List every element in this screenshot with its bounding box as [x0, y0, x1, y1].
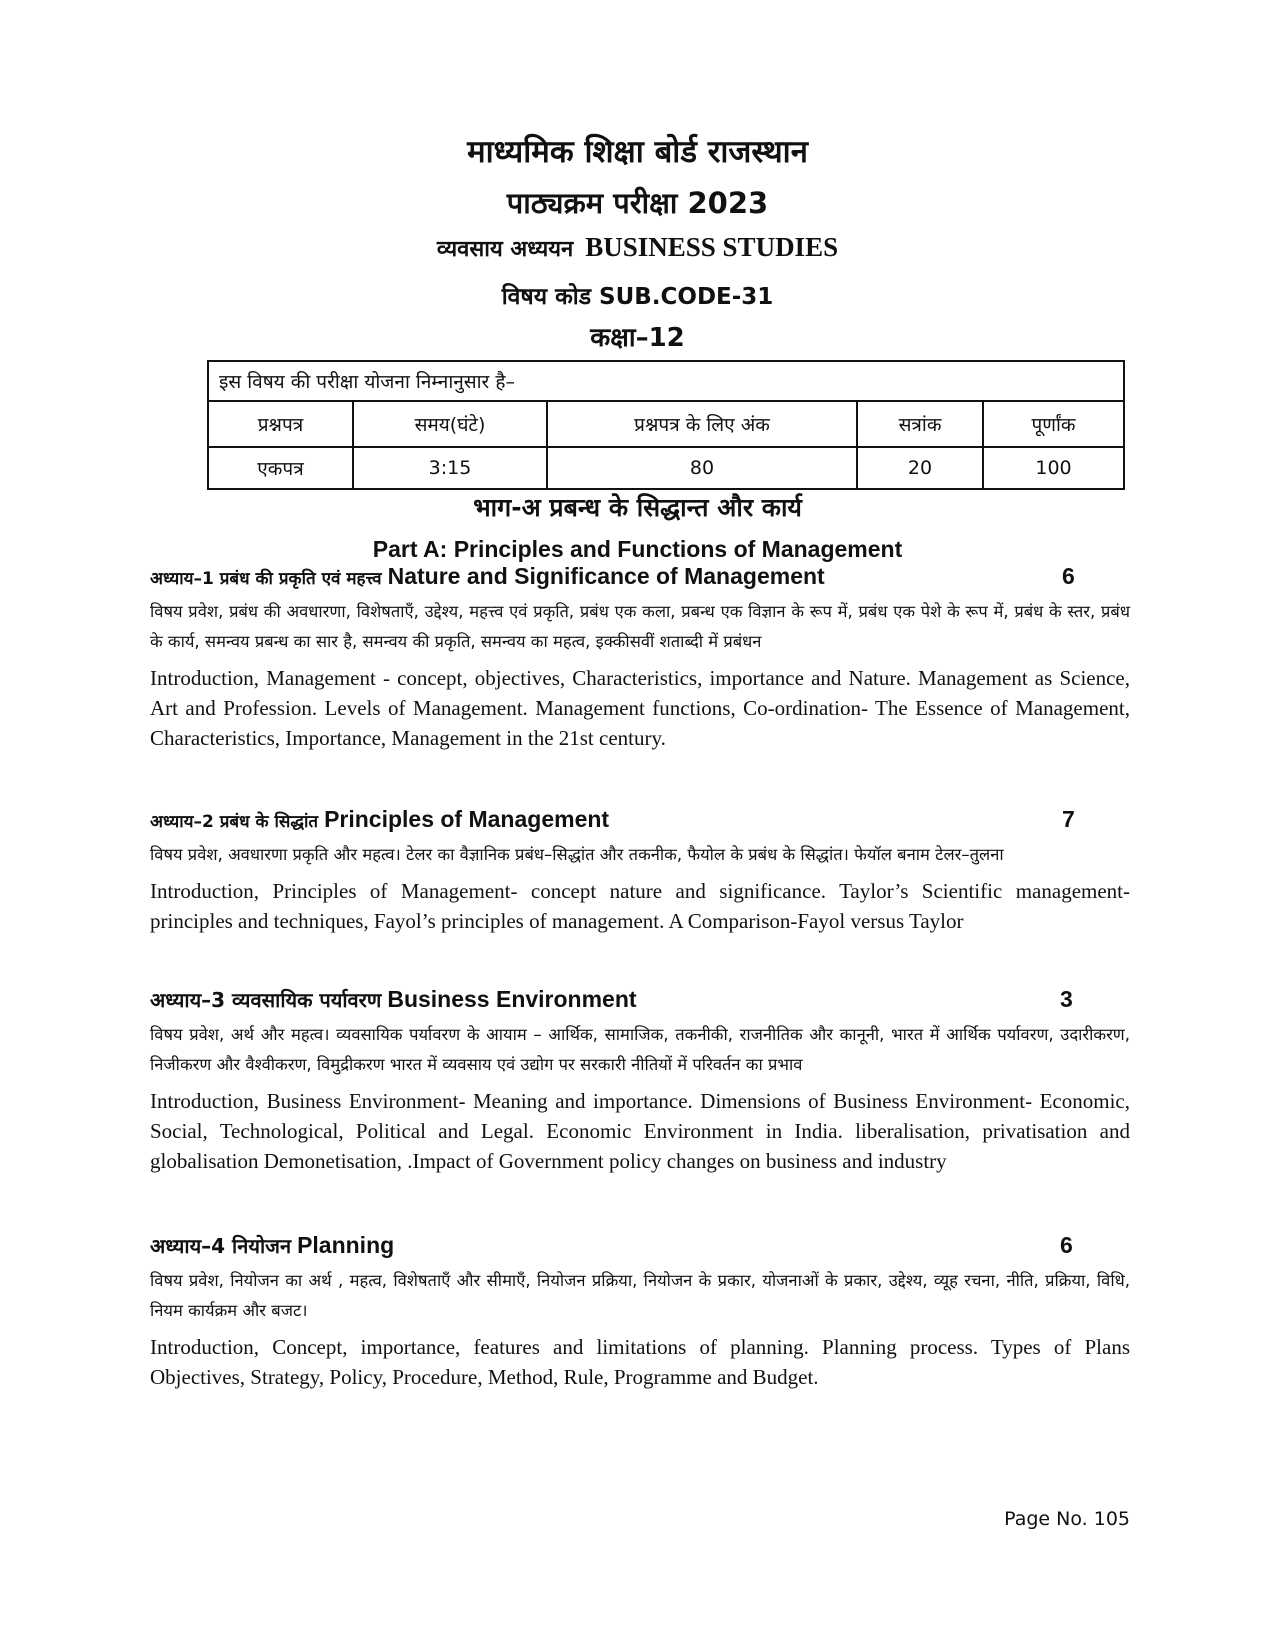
chapter-label-hindi: अध्याय–1 प्रबंध की प्रकृति एवं महत्त्व [150, 569, 382, 589]
board-title: माध्यमिक शिक्षा बोर्ड राजस्थान [467, 134, 808, 170]
chapter-marks: 3 [1060, 986, 1073, 1012]
subject-title [0, 232, 1275, 263]
header-cell: सत्रांक [857, 401, 983, 447]
exam-scheme-caption: इस विषय की परीक्षा योजना निम्नानुसार है– [208, 361, 1124, 401]
data-cell: 3:15 [353, 447, 547, 489]
chapter-heading [150, 1232, 1130, 1264]
chapter-marks: 6 [1062, 563, 1075, 589]
chapter-title-english: Nature and Significance of Management [387, 563, 825, 589]
chapter-2 [150, 806, 1130, 936]
chapter-label-hindi: अध्याय–4 नियोजन [150, 1234, 292, 1258]
chapter-content-english: Introduction, Business Environment- Meaning and importance. Dimensions of Business Environment- Economic, Social, Technological, Political and Legal. Economic Environment in India. liberalisation, privatisation and globalisation Demonetisation, .Impact of Government policy changes on business and industry [150, 1089, 1130, 1173]
part-title-english: Part A: Principles and Functions of Management [372, 536, 903, 562]
part-title-hindi: भाग-अ प्रबन्ध के सिद्धान्त और कार्य [473, 493, 802, 522]
chapter-content-hindi: विषय प्रवेश, नियोजन का अर्थ , महत्व, विशेषताएँ और सीमाएँ, नियोजन प्रक्रिया, नियोजन के प्रकार, योजनाओं के प्रकार, उद्देश्य, व्यूह रचना, नीति, प्रक्रिया, विधि, नियम कार्यक्रम और बजट। [150, 1271, 1130, 1320]
chapter-content-hindi: विषय प्रवेश, प्रबंध की अवधारणा, विशेषताएँ, उद्देश्य, महत्त्व एवं प्रकृति, प्रबंध एक कला, प्रबन्ध एक विज्ञान के रूप में, प्रबंध एक पेशे के रूप में, प्रबंध के स्तर, प्रबंध के कार्य, समन्वय प्रबन्ध का सार है, समन्वय की प्रकृति, समन्वय का महत्व, इक्कीसवीं शताब्दी में प्रबंधन [150, 602, 1130, 651]
chapter-heading [150, 806, 1130, 838]
chapter-heading [150, 986, 1130, 1018]
exam-scheme-table [207, 360, 1125, 490]
header-cell: समय(घंटे) [353, 401, 547, 447]
chapter-content-hindi: विषय प्रवेश, अर्थ और महत्व। व्यवसायिक पर्यावरण के आयाम – आर्थिक, सामाजिक, तकनीकी, राजनीतिक और कानूनी, भारत में आर्थिक पर्यावरण, उदारीकरण, निजीकरण और वैश्वीकरण, विमुद्रीकरण भारत में व्यवसाय एवं उद्योग पर सरकारी नीतियों में परिवर्तन का प्रभाव [150, 1025, 1130, 1074]
data-cell: 20 [857, 447, 983, 489]
data-cell: 80 [547, 447, 857, 489]
chapter-marks: 7 [1062, 806, 1075, 832]
data-cell: 100 [983, 447, 1124, 489]
chapter-label-hindi: अध्याय–2 प्रबंध के सिद्धांत [150, 812, 319, 832]
chapter-title-english: Business Environment [387, 986, 637, 1012]
chapter-label-hindi: अध्याय–3 व्यवसायिक पर्यावरण [150, 988, 382, 1012]
subject-title-hindi: व्यवसाय अध्ययन [436, 237, 574, 262]
page-number: Page No. 105 [1004, 1508, 1130, 1530]
subject-code: विषय कोड SUB.CODE-31 [501, 284, 774, 310]
chapter-content-hindi: विषय प्रवेश, अवधारणा प्रकृति और महत्व। टेलर का वैज्ञानिक प्रबंध–सिद्धांत और तकनीक, फैयोल के प्रबंध के सिद्धांत। फेयॉल बनाम टेलर–तुलना [150, 845, 1004, 864]
exam-scheme-data-row [208, 447, 1124, 489]
chapter-heading [150, 563, 1130, 595]
chapter-content-english: Introduction, Management - concept, objectives, Characteristics, importance and Nature. Management as Science, Art and Profession. Levels of Management. Management functions, Co-ordination- The Essence of Management, Characteristics, Importance, Management in the 21st century. [150, 666, 1130, 750]
chapter-content-english: Introduction, Concept, importance, features and limitations of planning. Planning process. Types of Plans Objectives, Strategy, Policy, Procedure, Method, Rule, Programme and Budget. [150, 1335, 1130, 1389]
chapter-marks: 6 [1060, 1232, 1073, 1258]
chapter-title-english: Planning [297, 1232, 395, 1258]
header-cell: प्रश्नपत्र [208, 401, 353, 447]
chapter-content-english: Introduction, Principles of Management- concept nature and significance. Taylor’s Scientific management- principles and techniques, Fayol’s principles of management. A Comparison-Fayol versus Taylor [150, 879, 1130, 933]
data-cell: एकपत्र [208, 447, 353, 489]
chapter-3 [150, 986, 1130, 1176]
syllabus-title: पाठ्यक्रम परीक्षा 2023 [506, 186, 769, 220]
chapter-4 [150, 1232, 1130, 1392]
subject-title-english: BUSINESS STUDIES [585, 232, 839, 262]
header-cell: प्रश्नपत्र के लिए अंक [547, 401, 857, 447]
header-cell: पूर्णांक [983, 401, 1124, 447]
class-label: कक्षा–12 [590, 323, 685, 353]
chapter-title-english: Principles of Management [324, 806, 610, 832]
chapter-1 [150, 563, 1130, 753]
exam-scheme-header-row [208, 401, 1124, 447]
